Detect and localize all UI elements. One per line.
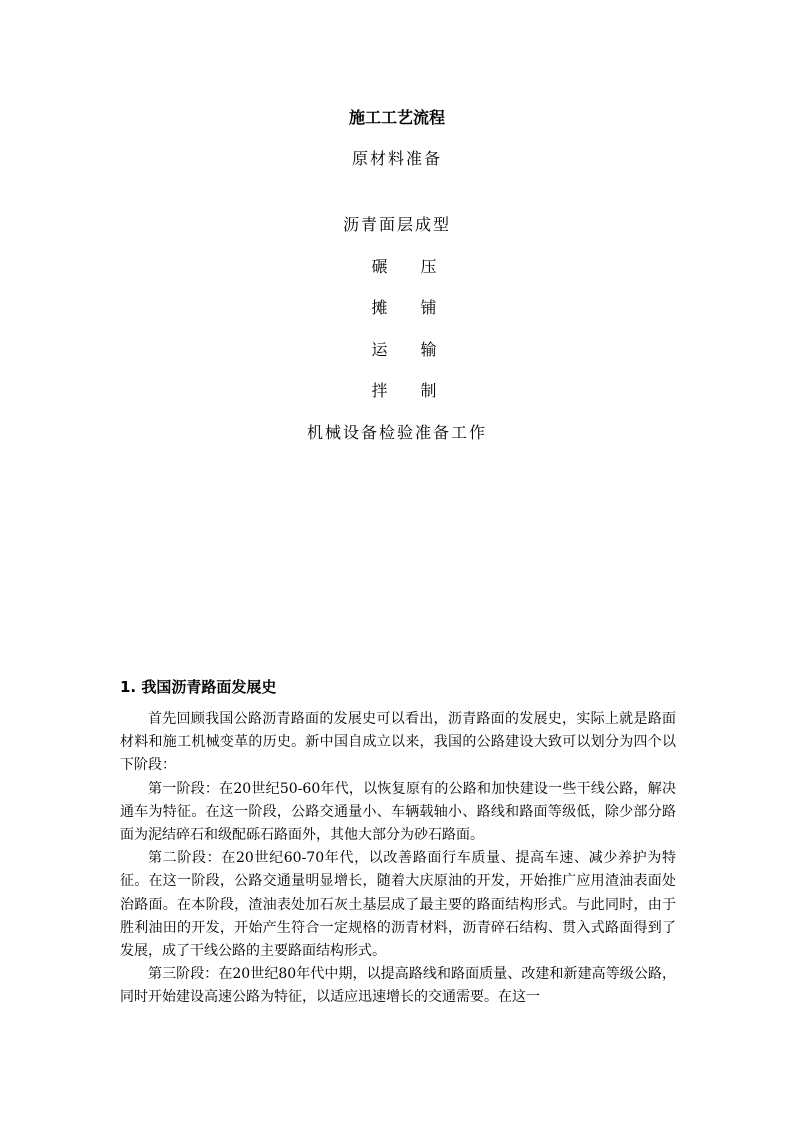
paragraph: 第二阶段：在20世纪60-70年代，以改善路面行车质量、提高车速、减少养护为特征。在这一阶段，公路交通量明显增长，随着大庆原油的开发，开始推广应用渣油表面处治路面。在本阶段，渣油表处加石灰土基层成了最主要的路面结构形式。与此同时，由于胜利油田的开发，开始产生符合一定规格的沥青材料，沥青碎石结构、贯入式路面得到了发展，成了干线公路的主要路面结构形式。 xyxy=(120,850,676,960)
flowchart-title: 施工工艺流程 xyxy=(348,108,445,127)
paragraph: 第三阶段：在20世纪80年代中期，以提高路线和路面质量、改建和新建高等级公路，同时开始建设高速公路为特征，以适应迅速增长的交通需要。在这一 xyxy=(120,966,676,1006)
section-heading: 1. 我国沥青路面发展史 xyxy=(120,678,277,696)
flow-step-rolling: 碾 压 xyxy=(371,257,451,276)
flow-step-asphalt-forming: 沥青面层成型 xyxy=(342,215,451,234)
flow-step-raw-materials: 原材料准备 xyxy=(351,149,442,168)
flow-step-mixing: 拌 制 xyxy=(371,381,451,400)
flow-step-paving: 摊 铺 xyxy=(371,298,451,317)
section-body xyxy=(120,708,676,1010)
paragraph: 首先回顾我国公路沥青路面的发展史可以看出，沥青路面的发展史，实际上就是路面材料和施工机械变革的历史。新中国自成立以来，我国的公路建设大致可以划分为四个以下阶段： xyxy=(120,711,676,774)
flow-step-transport: 运 输 xyxy=(371,340,451,359)
flow-step-equipment-inspection: 机械设备检验准备工作 xyxy=(306,423,487,442)
paragraph: 第一阶段：在20世纪50-60年代，以恢复原有的公路和加快建设一些干线公路，解决通车为特征。在这一阶段，公路交通量小、车辆载轴小、路线和路面等级低，除少部分路面为泥结碎石和级配砾石路面外，其他大部分为砂石路面。 xyxy=(120,780,676,844)
